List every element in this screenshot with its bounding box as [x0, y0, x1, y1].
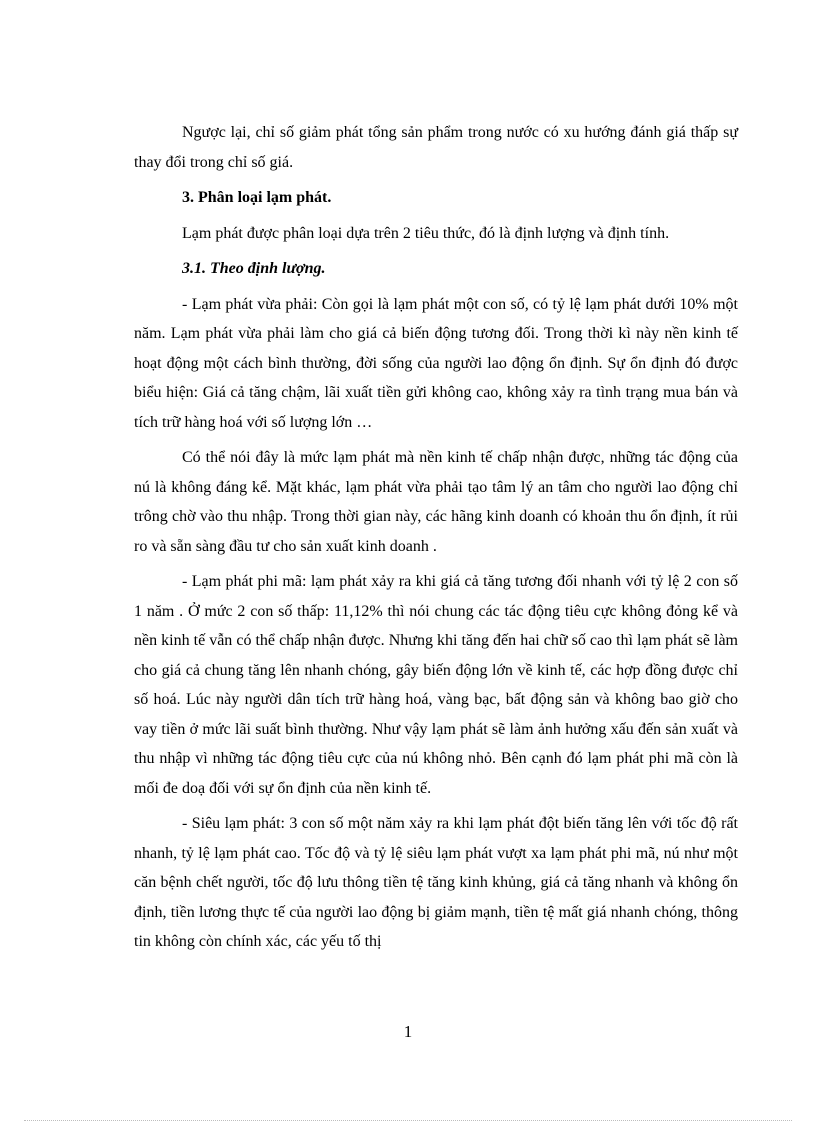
page-content: [134, 118, 738, 963]
section-heading-classification: 3. Phân loại lạm phát.: [182, 189, 332, 206]
subsection-heading-quantitative: 3.1. Theo định lượng.: [182, 260, 326, 277]
paragraph-moderate-inflation: - Lạm phát vừa phải: Còn gọi là lạm phát một con số, có tỷ lệ lạm phát dưới 10% một năm. Lạm phát vừa phải làm cho giá cả biến động tương đối. Trong thời kì này nền kinh tế hoạt động một cách bình thường, đời sống của người lao động ổn định. Sự ổn định đó được biểu hiện: Giá cả tăng chậm, lãi xuất tiền gửi không cao, không xảy ra tình trạng mua bán và tích trữ hàng hoá với số lượng lớn …: [134, 295, 738, 431]
paragraph-galloping-inflation: - Lạm phát phi mã: lạm phát xảy ra khi giá cả tăng tương đối nhanh với tỷ lệ 2 con số 1 năm . Ở mức 2 con số thấp: 11,12% thì nói chung các tác động tiêu cực không đỏng kể và nền kinh tế vẫn có thể chấp nhận được. Nhưng khi tăng đến hai chữ số cao thì lạm phát sẽ làm cho giá cả chung tăng lên nhanh chóng, gây biến động lớn về kinh tế, các hợp đồng được chỉ số hoá. Lúc này người dân tích trữ hàng hoá, vàng bạc, bất động sản và không bao giờ cho vay tiền ở mức lãi suất bình thường. Như vậy lạm phát sẽ làm ảnh hưởng xấu đến sản xuất và thu nhập vì những tác động tiêu cực của nú không nhỏ. Bên cạnh đó lạm phát phi mã còn là mối đe doạ đối với sự ổn định của nền kinh tế.: [134, 573, 738, 797]
paragraph-acceptable-inflation: Có thể nói đây là mức lạm phát mà nền kinh tế chấp nhận được, những tác động của nú là không đáng kể. Mặt khác, lạm phát vừa phải tạo tâm lý an tâm cho người lao động chỉ trông chờ vào thu nhập. Trong thời gian này, các hãng kinh doanh có khoản thu ổn định, ít rủi ro và sẵn sàng đầu tư cho sản xuất kinh doanh .: [134, 449, 738, 555]
paragraph-classification-criteria: Lạm phát được phân loại dựa trên 2 tiêu thức, đó là định lượng và định tính.: [182, 224, 670, 242]
paragraph-hyperinflation: - Siêu lạm phát: 3 con số một năm xảy ra khi lạm phát đột biến tăng lên với tốc độ rất nhanh, tỷ lệ lạm phát cao. Tốc độ và tỷ lệ siêu lạm phát vượt xa lạm phát phi mã, nú như một căn bệnh chết người, tốc độ lưu thông tiền tệ tăng kinh khủng, giá cả tăng nhanh và không ổn định, tiền lương thực tế của người lao động bị giảm mạnh, tiền tệ mất giá nhanh chóng, thông tin không còn chính xác, các yếu tố thị: [134, 815, 738, 950]
page-number: 1: [403, 1022, 413, 1041]
page-bottom-divider: [24, 1120, 792, 1121]
paragraph-deflator-note: Ngược lại, chỉ số giảm phát tổng sản phẩm trong nước có xu hướng đánh giá thấp sự thay đổi trong chỉ số giá.: [134, 124, 738, 171]
